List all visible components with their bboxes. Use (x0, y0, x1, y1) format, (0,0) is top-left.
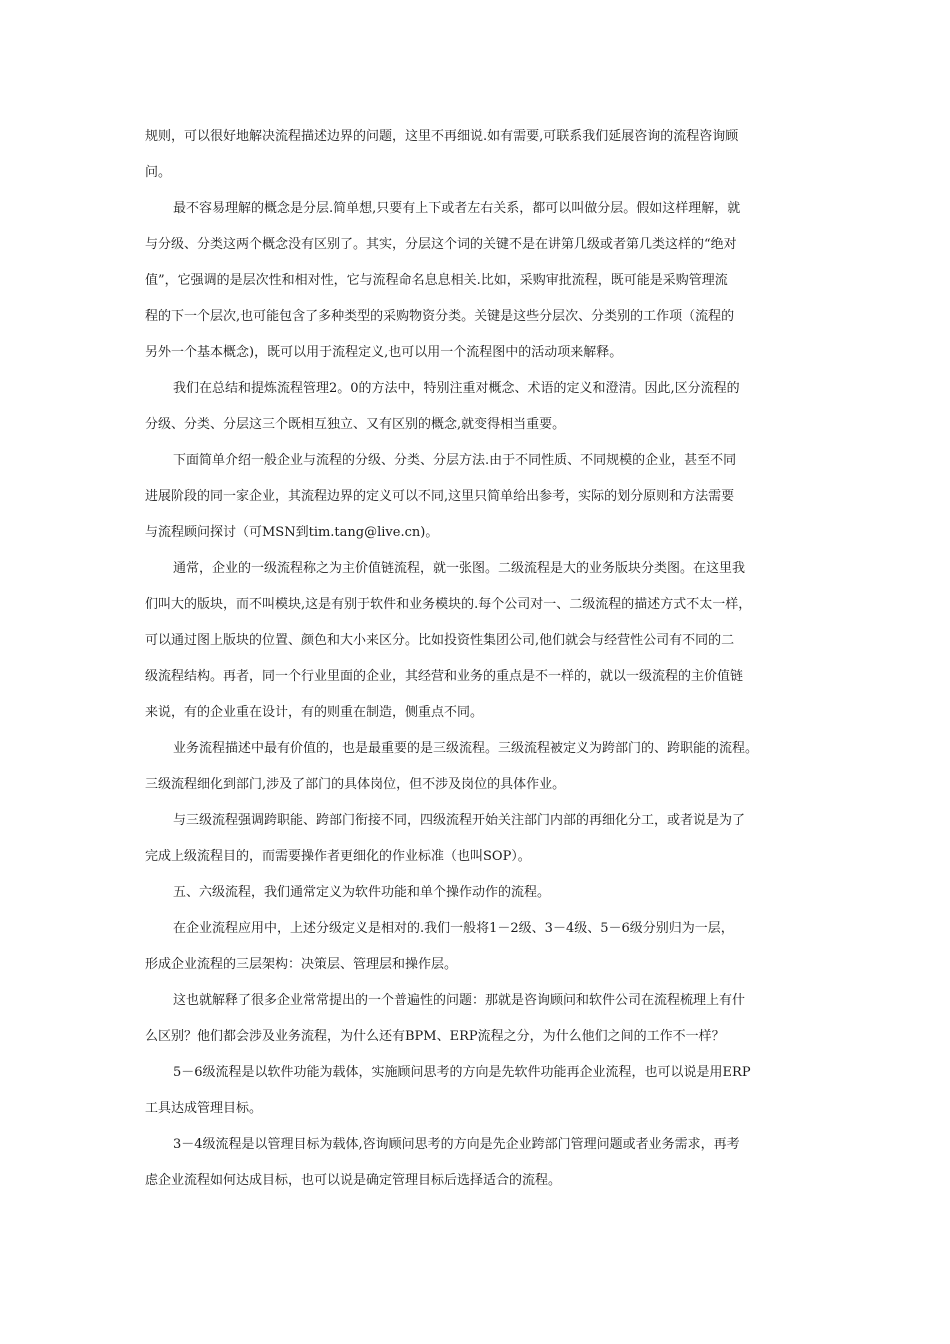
text-line: 另外一个基本概念)，既可以用于流程定义,也可以用一个流程图中的活动项来解释。 (145, 345, 623, 360)
text-line: 下面简单介绍一般企业与流程的分级、分类、分层方法.由于不同性质、不同规模的企业，甚至不同 (173, 453, 737, 468)
text-line: 问。 (145, 165, 172, 180)
text-line: 工具达成管理目标。 (145, 1101, 263, 1116)
text-line: 5－6级流程是以软件功能为载体，实施顾问思考的方向是先软件功能再企业流程，也可以说是用ERP (173, 1065, 751, 1080)
text-line: 五、六级流程，我们通常定义为软件功能和单个操作动作的流程。 (173, 885, 551, 900)
text-line: 业务流程描述中最有价值的，也是最重要的是三级流程。三级流程被定义为跨部门的、跨职能的流程。 (173, 741, 759, 756)
text-line: 与流程顾问探讨（可MSN到tim.tang@live.cn)。 (145, 525, 439, 540)
text-line: 虑企业流程如何达成目标，也可以说是确定管理目标后选择适合的流程。 (145, 1173, 562, 1188)
paragraph (145, 809, 815, 881)
text-line: 我们在总结和提炼流程管理2。0的方法中，特别注重对概念、术语的定义和澄清。因此,区分流程的 (173, 381, 740, 396)
paragraph (145, 557, 815, 737)
text-line: 与三级流程强调跨职能、跨部门衔接不同，四级流程开始关注部门内部的再细化分工，或者说是为了 (173, 813, 746, 828)
text-line: 们叫大的版块，而不叫模块,这是有别于软件和业务模块的.每个公司对一、二级流程的描述方式不太一样， (145, 597, 752, 612)
text-line: 通常，企业的一级流程称之为主价值链流程，就一张图。二级流程是大的业务版块分类图。在这里我 (173, 561, 746, 576)
paragraph (145, 737, 815, 809)
text-line: 形成企业流程的三层架构：决策层、管理层和操作层。 (145, 957, 458, 972)
text-line: 这也就解释了很多企业常常提出的一个普遍性的问题：那就是咨询顾问和软件公司在流程梳理上有什 (173, 993, 746, 1008)
document-body (145, 125, 815, 1205)
paragraph (145, 1061, 815, 1133)
text-line: 么区别？他们都会涉及业务流程，为什么还有BPM、ERP流程之分，为什么他们之间的工作不一样？ (145, 1029, 725, 1044)
text-line: 规则，可以很好地解决流程描述边界的问题，这里不再细说.如有需要,可联系我们延展咨询的流程咨询顾 (145, 129, 739, 144)
paragraph (145, 917, 815, 989)
paragraph (145, 1133, 815, 1205)
text-line: 可以通过图上版块的位置、颜色和大小来区分。比如投资性集团公司,他们就会与经营性公司有不同的二 (145, 633, 735, 648)
text-line: 程的下一个层次,也可能包含了多种类型的采购物资分类。关键是这些分层次、分类别的工作项（流程的 (145, 309, 735, 324)
text-line: 分级、分类、分层这三个既相互独立、又有区别的概念,就变得相当重要。 (145, 417, 566, 432)
paragraph (145, 881, 815, 917)
text-line: 进展阶段的同一家企业，其流程边界的定义可以不同,这里只简单给出参考，实际的划分原则和方法需要 (145, 489, 735, 504)
text-line: 三级流程细化到部门,涉及了部门的具体岗位，但不涉及岗位的具体作业。 (145, 777, 566, 792)
paragraph (145, 989, 815, 1061)
paragraph (145, 449, 815, 557)
text-line: 最不容易理解的概念是分层.简单想,只要有上下或者左右关系，都可以叫做分层。假如这样理解，就 (173, 201, 741, 216)
paragraph (145, 125, 815, 197)
paragraph (145, 197, 815, 377)
paragraph (145, 377, 815, 449)
text-line: 3－4级流程是以管理目标为载体,咨询顾问思考的方向是先企业跨部门管理问题或者业务需求，再考 (173, 1137, 740, 1152)
text-line: 来说，有的企业重在设计，有的则重在制造，侧重点不同。 (145, 705, 484, 720)
text-line: 在企业流程应用中，上述分级定义是相对的.我们一般将1－2级、3－4级、5－6级分别归为一层， (173, 921, 734, 936)
text-line: 值”，它强调的是层次性和相对性，它与流程命名息息相关.比如，采购审批流程，既可能是采购管理流 (145, 273, 728, 288)
text-line: 级流程结构。再者，同一个行业里面的企业，其经营和业务的重点是不一样的，就以一级流程的主价值链 (145, 669, 744, 684)
text-line: 与分级、分类这两个概念没有区别了。其实，分层这个词的关键不是在讲第几级或者第几类这样的“绝对 (145, 237, 737, 252)
text-line: 完成上级流程目的，而需要操作者更细化的作业标准（也叫SOP）。 (145, 849, 531, 864)
